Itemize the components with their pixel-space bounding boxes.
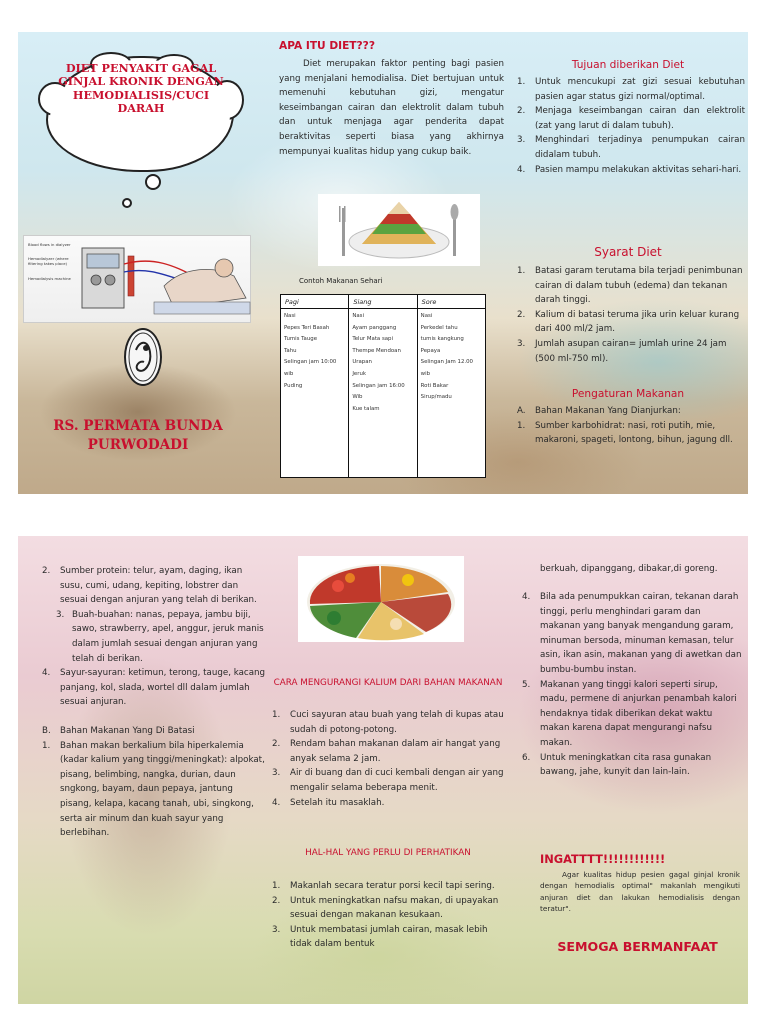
list-item xyxy=(513,404,745,419)
list-item xyxy=(38,564,266,608)
menu-item: Kue talam xyxy=(352,405,380,412)
ingat-paragraph: Agar kualitas hidup pesien gagal ginjal kronik dengan hemodialis optimal" makanlah mengikuti anjuran diet dan lakukan hemodialisis dengan teratur". xyxy=(540,870,740,914)
list-text: Untuk meningkatkan nafsu makan, di upayakan sesuai dengan makanan kesukaan. xyxy=(290,895,499,921)
pengaturan-heading: Pengaturan Makanan xyxy=(571,388,685,400)
syarat-list xyxy=(513,264,745,366)
list-number: B. xyxy=(42,725,51,736)
menu-item: Perkedel tahu xyxy=(420,324,458,331)
list-number: 1. xyxy=(517,420,526,431)
menu-item: Wib xyxy=(352,394,363,401)
list-text: Cuci sayuran atau buah yang telah di kupas atau sudah di potong-potong. xyxy=(290,710,504,735)
kalium-heading: CARA MENGURANGI KALIUM DARI BAHAN MAKANAN xyxy=(273,678,503,688)
list-item xyxy=(513,308,745,337)
list-item xyxy=(268,737,508,766)
list-text: Batasi garam terutama bila terjadi penimbunan cairan di dalam tubuh (edema) dan tekanan darah tinggi. xyxy=(535,266,743,306)
continued-text: berkuah, dipanggang, dibakar,di goreng. xyxy=(540,564,718,574)
menu-caption: Contoh Makanan Sehari xyxy=(299,277,383,285)
food-pyramid-plate-image xyxy=(318,194,480,266)
list-item xyxy=(268,796,508,811)
menu-item: Telur Mata sapi xyxy=(352,336,393,343)
list-item xyxy=(268,894,508,923)
list-item xyxy=(268,766,508,795)
kalium-column xyxy=(268,536,508,1004)
list-number: 3. xyxy=(517,338,526,349)
menu-item: Nasi xyxy=(284,313,296,319)
list-item xyxy=(513,163,745,178)
list-number: 2. xyxy=(272,895,281,906)
vegetables-image xyxy=(298,556,464,642)
menu-item: Thempe Mendoan xyxy=(352,347,401,354)
list-text: Menghindari terjadinya penumpukan cairan didalam tubuh. xyxy=(535,135,745,160)
list-text: Makanan yang tinggi kalori seperti sirup, madu, permene di anjurkan penambah kalori hendaknya tidak diberikan dekat waktu makan karena dapat mengurangi nafsu makan. xyxy=(540,679,737,748)
list-number: 4. xyxy=(522,592,531,602)
pengaturan-list xyxy=(513,404,745,448)
dialysis-label: Hemodialyzer (where filtering takes place) xyxy=(28,256,69,266)
daily-menu-table xyxy=(280,294,486,478)
menu-item: Nasi xyxy=(352,313,364,319)
list-item xyxy=(268,879,508,894)
list-number: 2. xyxy=(42,566,51,576)
cover-column xyxy=(18,32,258,494)
menu-header-siang: Siang xyxy=(349,295,417,309)
list-item xyxy=(38,739,266,841)
list-item xyxy=(513,75,745,104)
list-item xyxy=(38,666,266,710)
menu-col-siang xyxy=(349,309,417,478)
list-item xyxy=(513,419,745,448)
menu-item: Sirup/madu xyxy=(420,394,452,401)
menu-col-sore xyxy=(417,309,485,478)
list-text: Bahan makan berkalium bila hiperkalemia (kadar kalium yang tinggi/meningkat): alpokat, pisang, belimbing, nangka, durian, daun sngkong, bayam, daun pepaya, jantung pisang, kelapa, kacang tanah, ubi, singkong, serta air minum dan kuah sayur yang berlebihan. xyxy=(60,740,265,839)
menu-header-pagi: Pagi xyxy=(281,295,349,309)
cloud-tail-bubble xyxy=(122,198,132,208)
menu-col-pagi xyxy=(281,309,349,478)
intro-paragraph: Diet merupakan faktor penting bagi pasien yang menjalani hemodialisa. Diet bertujuan untuk memenuhi kebutuhan gizi, mengatur keseimbangan cairan dan elektrolit dalam tubuh dan untuk menjaga agar penderita dapat beraktivitas seperti biasa yang akhirnya mempunyai kualitas hidup yang cukup baik. xyxy=(279,59,504,157)
list-item xyxy=(268,923,508,952)
list-number: 1. xyxy=(272,881,281,891)
cloud-tail-bubble xyxy=(145,174,161,190)
menu-item: Tahu xyxy=(284,347,297,354)
kalium-list xyxy=(268,708,508,810)
list-text: Air di buang dan di cuci kembali dengan air yang mengalir selama beberapa menit. xyxy=(290,768,504,793)
list-text: Sumber karbohidrat: nasi, roti putih, mie, makaroni, spageti, lontong, bihun, jagung dll. xyxy=(535,420,733,446)
list-number: 6. xyxy=(522,752,531,763)
list-text: Untuk membatasi jumlah cairan, masak lebih tidak dalam bentuk xyxy=(290,924,488,950)
list-number: 3. xyxy=(517,135,526,146)
list-number: 5. xyxy=(522,679,531,690)
list-number: 4. xyxy=(42,668,51,679)
list-number: 2. xyxy=(517,106,526,117)
list-number: 1. xyxy=(517,266,526,276)
list-number: 1. xyxy=(517,77,526,87)
list-item xyxy=(513,264,745,308)
list-item xyxy=(38,724,266,739)
list-number: 3. xyxy=(56,609,65,620)
menu-item: Jeruk xyxy=(352,370,366,377)
tujuan-heading: Tujuan diberikan Diet xyxy=(571,59,685,71)
closing-message: SEMOGA BERMANFAAT xyxy=(557,939,718,954)
food-list xyxy=(38,564,266,841)
list-number: 3. xyxy=(272,768,281,779)
menu-item: Pepes Teri Basah xyxy=(284,324,330,331)
menu-item: Roti Bakar xyxy=(420,382,449,389)
brochure-title: DIET PENYAKIT GAGAL GINJAL KRONIK DENGAN HEMODIALISIS/CUCI DARAH xyxy=(58,61,224,116)
list-item xyxy=(513,337,745,366)
menu-item: Selingan Jam 12.00 xyxy=(420,359,473,366)
list-number: A. xyxy=(517,406,526,416)
menu-item: Selingan jam 16:00 xyxy=(352,382,405,389)
menu-item: wib xyxy=(284,370,294,377)
list-text: Sumber protein: telur, ayam, daging, ikan susu, cumi, udang, kepiting, lobstrer dan sesuai dengan anjuran yang telah di berikan. xyxy=(60,566,257,606)
allowed-foods-column xyxy=(38,564,266,841)
list-text: Jumlah asupan cairan= jumlah urine 24 jam (500 ml-750 ml). xyxy=(535,338,727,364)
hal-list xyxy=(268,879,508,952)
list-text: Menjaga keseimbangan cairan dan elektrolit (zat yang larut di dalam tubuh). xyxy=(535,106,745,131)
dialysis-illustration xyxy=(23,235,251,323)
menu-header-sore: Sore xyxy=(417,295,485,309)
intro-heading: APA ITU DIET??? xyxy=(279,40,375,52)
tujuan-list xyxy=(513,75,745,177)
menu-item: Urapan xyxy=(352,359,372,366)
brochure-inside-panel xyxy=(18,536,748,1004)
menu-item: Nasi xyxy=(420,313,433,319)
list-number: 4. xyxy=(517,164,526,175)
list-text: Makanlah secara teratur porsi kecil tapi sering. xyxy=(290,881,495,891)
hospital-logo xyxy=(124,328,162,386)
dialysis-label: Blood flows in dialyzer xyxy=(28,242,71,247)
list-number: 1. xyxy=(272,710,281,720)
list-text: Bila ada penumpukkan cairan, tekanan darah tinggi, perlu menghindari garam dan makanan yang banyak mengandung garam, minuman bersoda, minuman kemasan, telur asin, ikan asin, makanan yang di awetkan dan bumbu-bumbu instan. xyxy=(540,592,742,675)
menu-item: Pepaya xyxy=(420,347,441,354)
list-text: Rendam bahan makanan dalam air hangat yang anyak selama 2 jam. xyxy=(290,739,501,764)
menu-item: Puding xyxy=(284,382,303,389)
list-text: Untuk meningkatkan cita rasa gunakan bawang, jahe, kunyit dan lain-lain. xyxy=(540,752,712,778)
list-number: 2. xyxy=(517,309,526,320)
list-item xyxy=(513,133,745,162)
list-text: Untuk mencukupi zat gizi sesuai kebutuhan pasien agar status gizi normal/optimal. xyxy=(535,77,745,102)
list-item xyxy=(268,708,508,737)
list-item xyxy=(513,104,745,133)
list-number: 1. xyxy=(42,740,51,751)
syarat-heading: Syarat Diet xyxy=(594,245,662,259)
list-text: Setelah itu masaklah. xyxy=(290,797,385,808)
ingat-heading: INGATTTT!!!!!!!!!!!! xyxy=(540,852,666,866)
list-number: 2. xyxy=(272,739,281,750)
list-text: Kalium di batasi teruma jika urin keluar kurang dari 400 ml/2 jam. xyxy=(535,309,740,335)
menu-item: Tumis Tauge xyxy=(284,336,318,343)
menu-item: tumis kangkung xyxy=(420,336,464,343)
list-text: Buah-buahan: nanas, pepaya, jambu biji, sawo, strawberry, apel, anggur, jeruk manis dalam jumlah sesuai dengan anjuran yang telah di berikan. xyxy=(72,609,264,664)
intro-column xyxy=(263,32,505,494)
list-number: 4. xyxy=(272,797,281,808)
goals-column xyxy=(513,32,743,494)
list-number: 3. xyxy=(272,924,281,935)
brochure-outside-panel xyxy=(18,32,748,494)
list-text: Bahan Makanan Yang Di Batasi xyxy=(60,725,195,736)
menu-item: wib xyxy=(420,370,430,377)
hospital-name: RS. PERMATA BUNDA PURWODADI xyxy=(53,418,223,453)
menu-item: Selingan jam 10:00 xyxy=(284,359,337,366)
list-text: Pasien mampu melakukan aktivitas sehari-hari. xyxy=(535,164,742,175)
dialysis-label: Hemodialysis machine xyxy=(28,276,71,281)
list-item xyxy=(38,608,266,666)
hal-heading: HAL-HAL YANG PERLU DI PERHATIKAN xyxy=(305,848,471,858)
menu-item: Ayam panggang xyxy=(352,324,397,331)
list-text: Bahan Makanan Yang Dianjurkan: xyxy=(535,406,681,416)
closing-block xyxy=(518,536,743,1004)
list-text: Sayur-sayuran: ketimun, terong, tauge, kacang panjang, kol, slada, wortel dll dalam jumlah sesuai anjuran. xyxy=(60,668,266,708)
